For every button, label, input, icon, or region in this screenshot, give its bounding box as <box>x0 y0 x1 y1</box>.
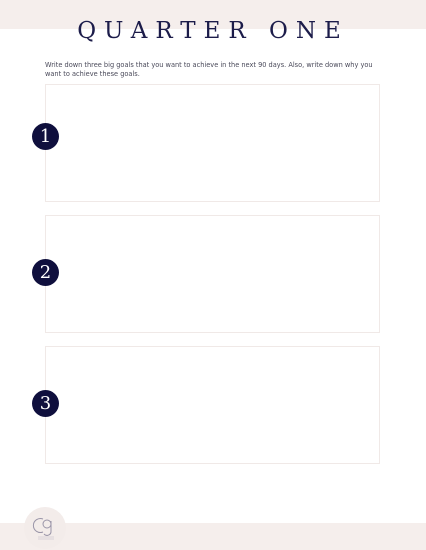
goal-1-writing-area[interactable] <box>45 84 380 202</box>
goal-2-writing-area[interactable] <box>45 215 380 333</box>
instructions-text: Write down three big goals that you want to achieve in the next 90 days. Also, write down why you want to achieve these goals. <box>45 61 373 78</box>
goal-3-number-badge: 3 <box>32 390 59 417</box>
goal-3-writing-area[interactable] <box>45 346 380 464</box>
goal-2-number-badge: 2 <box>32 259 59 286</box>
page-title: QUARTER ONE <box>77 18 349 44</box>
cg-monogram-icon <box>24 507 66 549</box>
goal-1-number-badge: 1 <box>32 123 59 150</box>
